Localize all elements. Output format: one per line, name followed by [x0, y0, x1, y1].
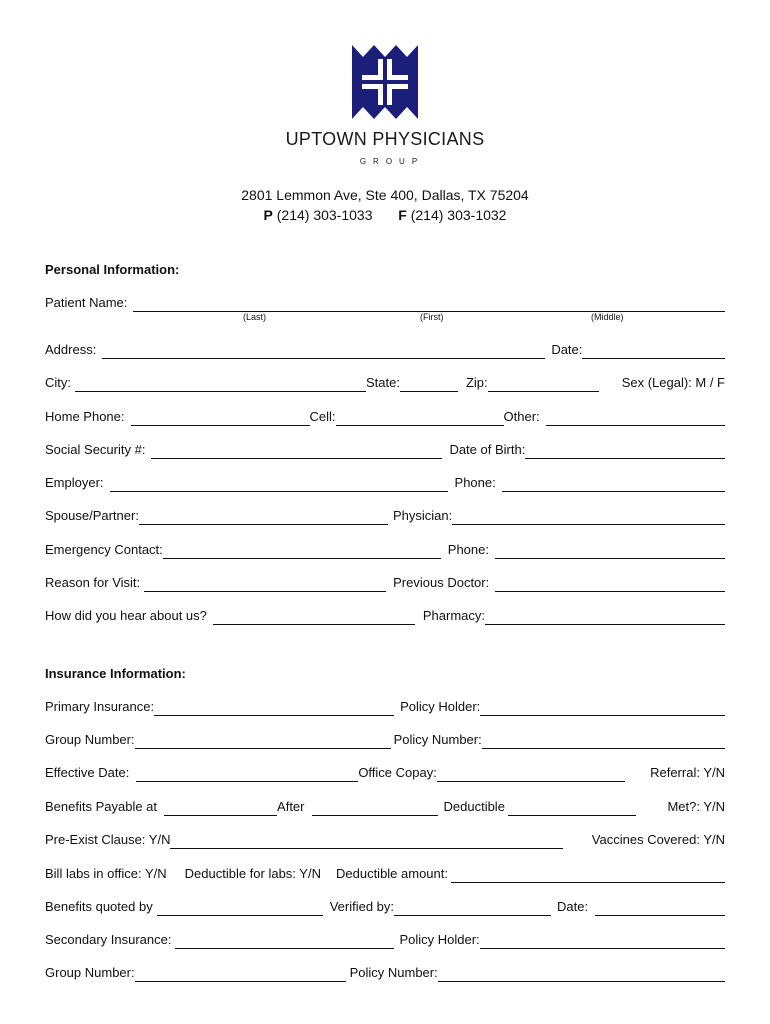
office-copay-field[interactable]: [437, 767, 625, 782]
deductible-amount-label: Deductible amount:: [335, 866, 448, 881]
secondary-insurance-row: [45, 929, 725, 949]
reason-row: [45, 572, 725, 592]
secondary-policy-number-label: Policy Number:: [349, 965, 438, 980]
uptown-physicians-logo: [352, 45, 418, 119]
vaccines-covered-label: Vaccines Covered: Y/N: [591, 832, 725, 847]
after-field[interactable]: [312, 801, 438, 816]
home-phone-label: Home Phone:: [45, 409, 125, 424]
address-label: Address:: [45, 342, 97, 357]
previous-doctor-field[interactable]: [495, 577, 725, 592]
last-name-caption: (Last): [243, 312, 267, 322]
primary-insurance-row: [45, 696, 725, 716]
pre-exist-row: [45, 829, 725, 849]
secondary-group-number-field[interactable]: [135, 967, 346, 982]
primary-insurance-label: Primary Insurance:: [45, 699, 155, 714]
after-label: After: [277, 799, 305, 814]
zip-field[interactable]: [488, 377, 599, 392]
first-name-caption: (First): [420, 312, 444, 322]
physician-label: Physician:: [392, 508, 453, 523]
pharmacy-label: Pharmacy:: [422, 608, 486, 623]
ssn-field[interactable]: [151, 444, 442, 459]
deductible-labs-label: Deductible for labs: Y/N: [184, 866, 321, 881]
zip-label: Zip:: [465, 375, 488, 390]
spouse-row: [45, 505, 725, 525]
patient-name-row: [45, 292, 725, 312]
patient-name-field[interactable]: [133, 297, 725, 312]
other-phone-field[interactable]: [546, 411, 725, 426]
sex-label: Sex (Legal): M / F: [621, 375, 725, 390]
address-field[interactable]: [102, 344, 545, 359]
middle-name-caption: (Middle): [591, 312, 624, 322]
policy-holder-field[interactable]: [480, 701, 725, 716]
fax-number: (214) 303-1032: [410, 207, 507, 223]
phone-prefix: P: [263, 207, 273, 223]
group-number-label: Group Number:: [45, 732, 135, 747]
patient-name-label: Patient Name:: [45, 295, 128, 310]
primary-insurance-field[interactable]: [154, 701, 394, 716]
group-number-field[interactable]: [135, 734, 391, 749]
secondary-group-number-row: [45, 962, 725, 982]
policy-number-field[interactable]: [482, 734, 725, 749]
benefits-payable-label: Benefits Payable at: [45, 799, 158, 814]
employer-field[interactable]: [110, 477, 448, 492]
insurance-info-heading: Insurance Information:: [45, 666, 186, 681]
employer-row: [45, 472, 725, 492]
reason-label: Reason for Visit:: [45, 575, 141, 590]
bill-labs-row: [45, 863, 725, 883]
state-label: State:: [366, 375, 400, 390]
personal-info-heading: Personal Information:: [45, 262, 180, 277]
secondary-policy-holder-field[interactable]: [480, 934, 725, 949]
practice-address: 2801 Lemmon Ave, Ste 400, Dallas, TX 75204: [241, 187, 529, 203]
emergency-contact-field[interactable]: [163, 544, 441, 559]
city-field[interactable]: [75, 377, 366, 392]
pre-exist-label: Pre-Exist Clause: Y/N: [45, 832, 171, 847]
emergency-contact-label: Emergency Contact:: [45, 542, 163, 557]
deductible-field[interactable]: [508, 801, 636, 816]
ssn-row: [45, 439, 725, 459]
effective-date-row: [45, 762, 725, 782]
ssn-label: Social Security #:: [45, 442, 146, 457]
date-label: Date:: [551, 342, 583, 357]
employer-phone-field[interactable]: [502, 477, 725, 492]
effective-date-field[interactable]: [136, 767, 358, 782]
secondary-group-number-label: Group Number:: [45, 965, 135, 980]
secondary-insurance-field[interactable]: [175, 934, 394, 949]
spouse-label: Spouse/Partner:: [45, 508, 139, 523]
policy-holder-label: Policy Holder:: [400, 699, 481, 714]
hear-about-field[interactable]: [213, 610, 415, 625]
met-label: Met?: Y/N: [667, 799, 725, 814]
deductible-amount-field[interactable]: [451, 868, 725, 883]
employer-phone-label: Phone:: [454, 475, 496, 490]
secondary-insurance-label: Secondary Insurance:: [45, 932, 172, 947]
quote-date-label: Date:: [557, 899, 589, 914]
benefits-payable-field[interactable]: [164, 801, 277, 816]
pre-exist-field[interactable]: [170, 834, 563, 849]
reason-field[interactable]: [144, 577, 386, 592]
secondary-policy-number-field[interactable]: [438, 967, 725, 982]
bill-labs-label: Bill labs in office: Y/N: [45, 866, 167, 881]
other-label: Other:: [503, 409, 540, 424]
pharmacy-field[interactable]: [485, 610, 725, 625]
verified-by-field[interactable]: [394, 901, 551, 916]
benefits-quoted-field[interactable]: [157, 901, 323, 916]
phone-number: (214) 303-1033: [276, 207, 373, 223]
practice-contact: [0, 207, 770, 223]
verified-by-label: Verified by:: [329, 899, 395, 914]
quote-date-field[interactable]: [595, 901, 725, 916]
date-field[interactable]: [582, 344, 725, 359]
group-number-row: [45, 729, 725, 749]
employer-label: Employer:: [45, 475, 104, 490]
brand-name: UPTOWN PHYSICIANS: [285, 129, 485, 149]
deductible-label: Deductible: [443, 799, 505, 814]
effective-date-label: Effective Date:: [45, 765, 130, 780]
dob-field[interactable]: [525, 444, 725, 459]
cell-label: Cell:: [309, 409, 336, 424]
hear-about-label: How did you hear about us?: [45, 608, 207, 623]
benefits-quoted-row: [45, 896, 725, 916]
benefits-payable-row: [45, 796, 725, 816]
emergency-phone-field[interactable]: [495, 544, 725, 559]
brand-subtitle: GROUP: [359, 157, 425, 166]
address-row: [45, 339, 725, 359]
fax-prefix: F: [398, 207, 407, 223]
physician-field[interactable]: [452, 510, 725, 525]
emergency-row: [45, 539, 725, 559]
spouse-field[interactable]: [139, 510, 388, 525]
dob-label: Date of Birth:: [449, 442, 526, 457]
city-row: [45, 372, 725, 392]
cell-field[interactable]: [336, 411, 504, 426]
secondary-policy-holder-label: Policy Holder:: [399, 932, 480, 947]
benefits-quoted-label: Benefits quoted by: [45, 899, 153, 914]
phone-row: [45, 406, 725, 426]
office-copay-label: Office Copay:: [358, 765, 437, 780]
policy-number-label: Policy Number:: [393, 732, 482, 747]
home-phone-field[interactable]: [131, 411, 310, 426]
referral-source-row: [45, 605, 725, 625]
emergency-phone-label: Phone:: [447, 542, 489, 557]
previous-doctor-label: Previous Doctor:: [393, 575, 490, 590]
referral-label: Referral: Y/N: [650, 765, 725, 780]
city-label: City:: [45, 375, 71, 390]
state-field[interactable]: [400, 377, 458, 392]
